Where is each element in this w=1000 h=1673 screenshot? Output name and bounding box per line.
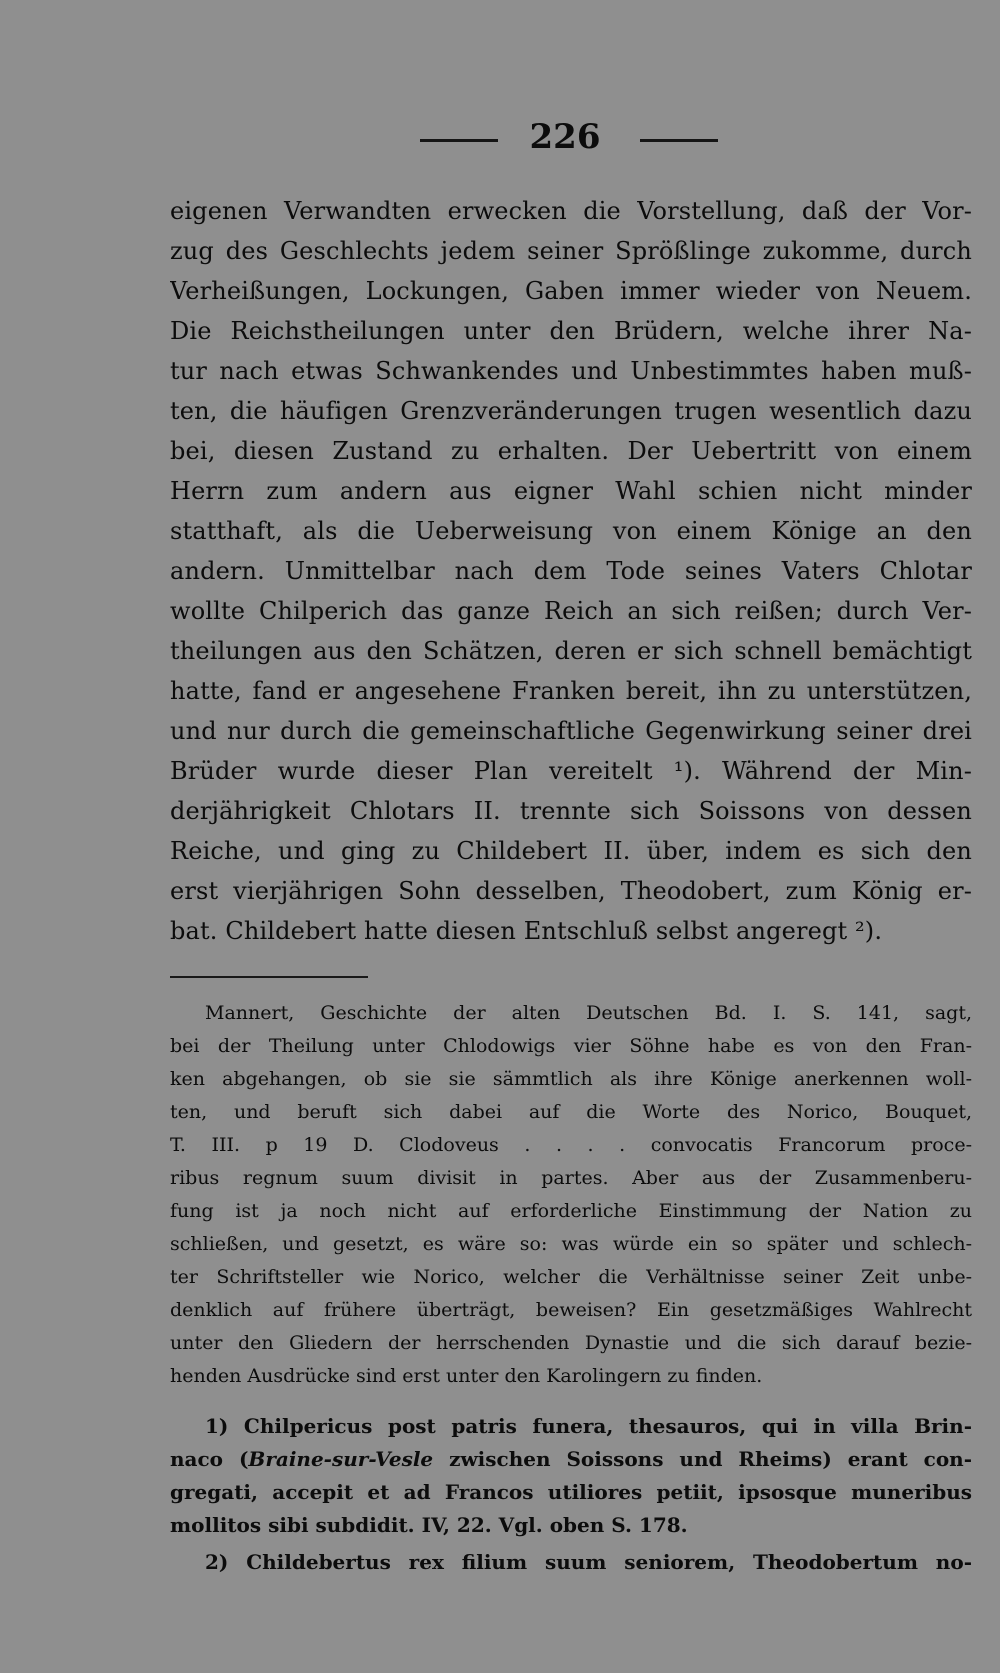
latin-note-1-line-2 [170,1443,972,1476]
footnote-line-6: ribus regnum suum divisit in partes. Aber aus der Zusammenberu- [170,1167,972,1189]
footnote-line-9: ter Schriftsteller wie Norico, welcher die Verhältnisse seiner Zeit unbe- [170,1266,972,1288]
footnote-line-8: schließen, und gesetzt, es wäre so: was würde ein so später und schlech- [170,1233,972,1255]
body-line-15: Brüder wurde dieser Plan vereitelt ¹). Während der Min- [170,757,972,785]
body-line-19: bat. Childebert hatte diesen Entschluß selbst angeregt ²). [170,917,883,945]
footnote-line-7: fung ist ja noch nicht auf erforderliche Einstimmung der Nation zu [170,1200,972,1222]
body-line-18: erst vierjährigen Sohn desselben, Theodobert, zum König er- [170,877,972,905]
footnote-line-11: unter den Gliedern der herrschenden Dynastie und die sich darauf bezie- [170,1332,972,1354]
body-line-11: wollte Chilperich das ganze Reich an sich reißen; durch Ver- [170,597,972,625]
body-line-13: hatte, fand er angesehene Franken bereit, ihn zu unterstützen, [170,677,972,705]
body-line-16: derjährigkeit Chlotars II. trennte sich Soissons von dessen [170,797,972,825]
latin-note-1-line-3: gregati, accepit et ad Francos utiliores petiit, ipsosque muneribus [170,1480,972,1504]
body-line-12: theilungen aus den Schätzen, deren er sich schnell bemächtigt [170,637,972,665]
footnote-separator-rule [170,976,368,978]
footnote-line-2: bei der Theilung unter Chlodowigs vier Söhne habe es von den Fran- [170,1035,972,1057]
latin-note-1-line-4: mollitos sibi subdidit. IV, 22. Vgl. oben S. 178. [170,1513,688,1537]
footnote-line-12: henden Ausdrücke sind erst unter den Karolingern zu finden. [170,1365,763,1387]
body-line-4: Die Reichstheilungen unter den Brüdern, welche ihrer Na- [170,317,972,345]
body-line-6: ten, die häufigen Grenzveränderungen trugen wesentlich dazu [170,397,972,425]
footnote-line-5: T. III. p 19 D. Clodoveus . . . . convocatis Francorum proce- [170,1134,972,1156]
header-left-dash [420,139,498,142]
body-line-9: statthaft, als die Ueberweisung von einem Könige an den [170,517,972,545]
latin-note-1-line-2-end: zwischen Soissons und Rheims) erant con- [433,1447,972,1471]
body-line-3: Verheißungen, Lockungen, Gaben immer wieder von Neuem. [170,277,972,305]
header-right-dash [640,139,718,142]
footnote-line-1: Mannert, Geschichte der alten Deutschen Bd. I. S. 141, sagt, [205,1002,972,1024]
body-line-2: zug des Geschlechts jedem seiner Sprößlinge zukomme, durch [170,237,972,265]
body-line-17: Reiche, und ging zu Childebert II. über, indem es sich den [170,837,972,865]
footnote-line-3: ken abgehangen, ob sie sie sämmtlich als ihre Könige anerkennen woll- [170,1068,972,1090]
latin-note-1-line-1: 1) Chilpericus post patris funera, thesauros, qui in villa Brin- [205,1414,972,1438]
latin-note-1-place-name: Braine-sur-Vesle [248,1447,434,1471]
body-line-14: und nur durch die gemeinschaftliche Gegenwirkung seiner drei [170,717,972,745]
page-number: 226 [529,117,601,157]
body-line-7: bei, diesen Zustand zu erhalten. Der Uebertritt von einem [170,437,972,465]
body-line-5: tur nach etwas Schwankendes und Unbestimmtes haben muß- [170,357,972,385]
footnote-line-4: ten, und beruft sich dabei auf die Worte des Norico, Bouquet, [170,1101,972,1123]
body-line-10: andern. Unmittelbar nach dem Tode seines Vaters Chlotar [170,557,972,585]
page-header [0,112,1000,162]
latin-note-1-line-2-start: naco ( [170,1447,249,1471]
footnote-line-10: denklich auf frühere überträgt, beweisen? Ein gesetzmäßiges Wahlrecht [170,1299,972,1321]
body-line-1: eigenen Verwandten erwecken die Vorstellung, daß der Vor- [170,197,972,225]
latin-note-2-line-1: 2) Childebertus rex filium suum seniorem, Theodobertum no- [205,1550,972,1574]
body-line-8: Herrn zum andern aus eigner Wahl schien nicht minder [170,477,972,505]
